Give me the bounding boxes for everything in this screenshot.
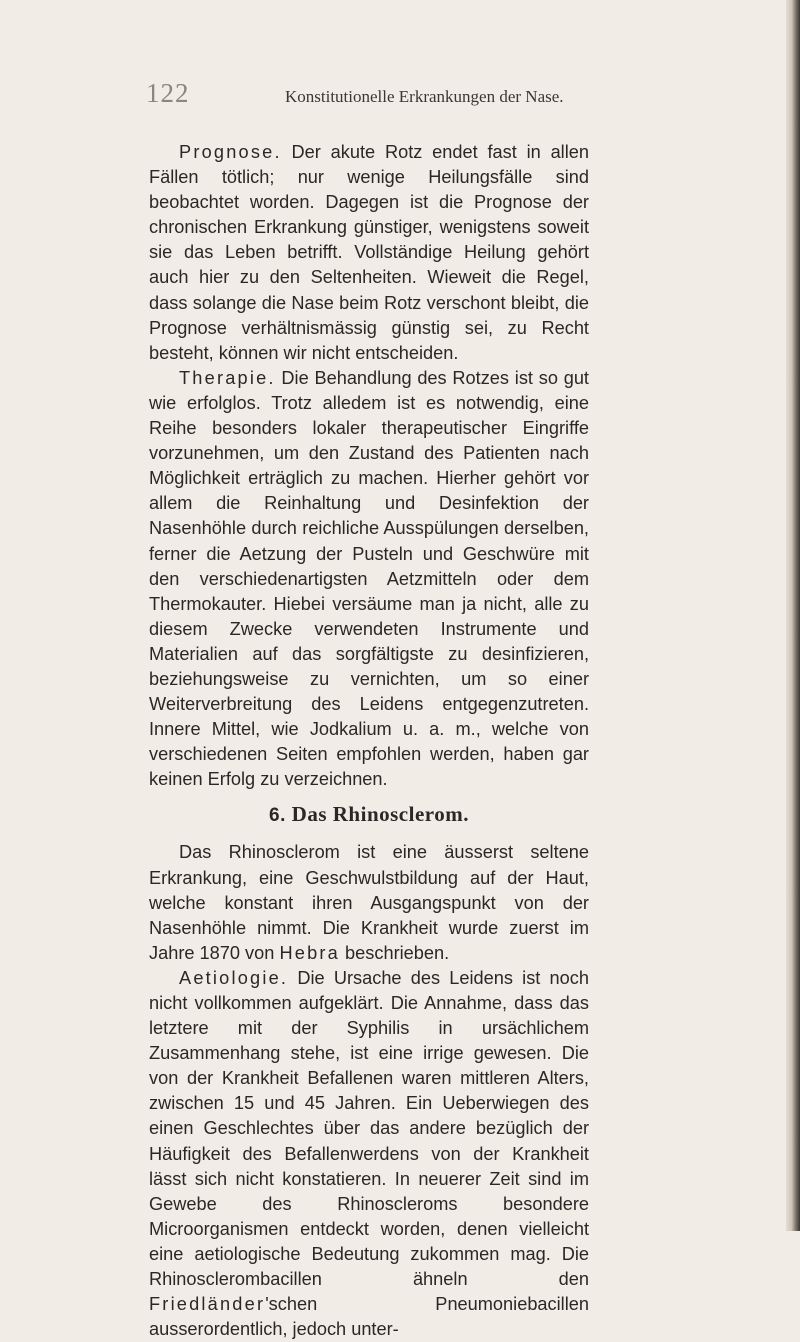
running-title: Konstitutionelle Erkrankungen der Nase.	[285, 87, 564, 106]
text-aetiologie: Die Ursache des Leidens ist noch nicht vollkommen aufgeklärt. Die Annahme, dass das letztere mit der Syphilis in ursächlichem Zusammenhang stehe, ist eine irrige gewesen. Die von der Krankheit Befallenen waren mittleren Alters, zwischen 15 und 45 Jahren. Ein Ueberwiegen des einen Geschlechtes über das andere bezüglich der Häufigkeit des Befallenwerdens von der Krankheit lässt sich nicht konstatieren. In neuerer Zeit sind im Gewebe des Rhinoscleroms besondere Microorganismen entdeckt worden, denen vielleicht eine aetiologische Bedeutung zukommen mag. Die Rhinosclerombacillen ähneln den	[149, 967, 589, 1290]
paragraph-aetiologie	[149, 966, 589, 1342]
text-prognose: Der akute Rotz endet fast in allen Fällen tötlich; nur wenige Heilungsfälle sind beobachtet worden. Dagegen ist die Prognose der chronischen Erkrankung günstiger, wenigstens soweit sie das Leben betrifft. Vollständige Heilung gehört auch hier zu den Seltenheiten. Wieweit die Regel, dass solange die Nase beim Rotz verschont bleibt, die Prognose verhältnismässig günstig sei, zu Recht besteht, können wir nicht entscheiden.	[149, 142, 589, 363]
page-edge-shadow	[786, 0, 800, 1231]
name-hebra: Hebra	[279, 942, 340, 963]
name-friedlaender: Friedländer	[149, 1294, 266, 1315]
paragraph-therapie	[149, 366, 589, 793]
lead-prognose: Prognose.	[179, 142, 282, 162]
section-title: Das Rhinosclerom.	[291, 802, 469, 827]
page-number: 122	[146, 78, 190, 108]
body-text	[149, 140, 589, 1342]
text-therapie: Die Behandlung des Rotzes ist so gut wie erfolglos. Trotz alledem ist es notwendig, eine Reihe besonders lokaler therapeutischer Eingriffe vorzunehmen, um den Zustand des Patienten nach Möglichkeit erträglich zu machen. Hierher gehört vor allem die Reinhaltung und Desinfektion der Nasenhöhle durch reichliche Ausspülungen derselben, ferner die Aetzung der Pusteln und Geschwüre mit den verschiedenartigsten Aetzmitteln oder dem Thermokauter. Hiebei versäume man ja nicht, alle zu diesem Zwecke verwendeten Instrumente und Materialien auf das sorgfältigste zu desinfizieren, beziehungsweise zu vernichten, um so einer Weiterverbreitung des Leidens entgegenzutreten. Innere Mittel, wie Jodkalium u. a. m., welche von verschiedenen Seiten empfohlen werden, haben gar keinen Erfolg zu verzeichnen.	[149, 367, 589, 790]
section-heading	[149, 802, 589, 827]
lead-therapie: Therapie.	[179, 367, 276, 388]
section-number: 6.	[269, 805, 286, 827]
text-aetiologie-after: 'schen Pneumoniebacillen ausserordentlich, jedoch unter-	[149, 1294, 589, 1340]
lead-aetiologie: Aetiologie.	[179, 967, 289, 988]
paragraph-intro	[149, 840, 589, 965]
text-intro: Das Rhinosclerom ist eine äusserst seltene Erkrankung, eine Geschwulstbildung auf der Haut, welche konstant ihren Ausgangspunkt von der Nasenhöhle nimmt. Die Krankheit wurde zuerst im Jahre 1870 von	[149, 842, 589, 963]
text-intro-after: beschrieben.	[340, 942, 450, 963]
page-header	[146, 78, 596, 118]
paragraph-prognose	[149, 140, 589, 366]
